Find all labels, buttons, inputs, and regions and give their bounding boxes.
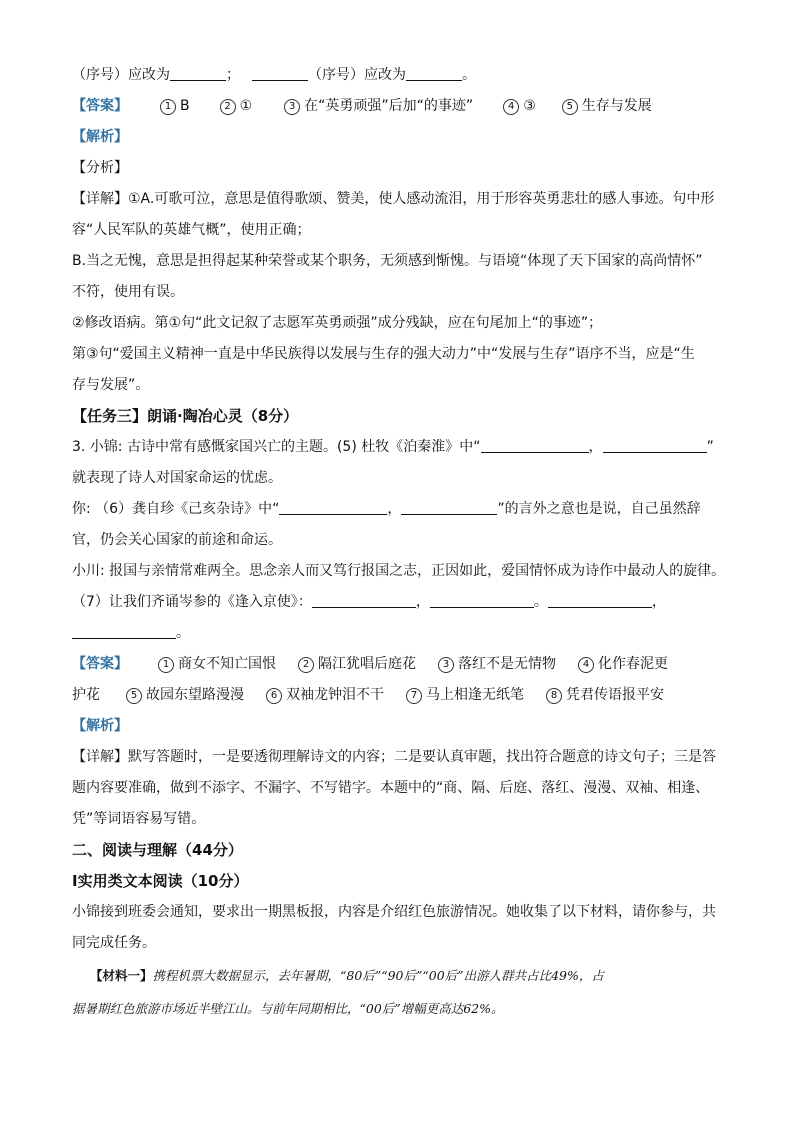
question-line: 你: （6）龚自珍《己亥杂诗》中“ ， ”的言外之意也是说，自己虽然辞 bbox=[72, 501, 701, 517]
detail-line: 不符，使用有误。 bbox=[72, 284, 184, 300]
answer-item: 3 在“英勇顽强”后加“的事迹” bbox=[284, 98, 473, 114]
answer-item: 5 故园东望路漫漫 bbox=[126, 687, 244, 703]
answer-item: 5 生存与发展 bbox=[562, 98, 652, 114]
answer-line: 护花 5 故园东望路漫漫 6 双袖龙钟泪不干 7 马上相逢无纸笔 8 凭君传语报平安 bbox=[72, 687, 664, 703]
answer-item: 2 ① bbox=[220, 98, 253, 114]
answer-item: 4 ③ bbox=[503, 98, 536, 114]
intro-line: 同完成任务。 bbox=[72, 935, 156, 951]
question-line: 3. 小锦: 古诗中常有感慨家国兴亡的主题。(5) 杜牧《泊秦淮》中“ ， ” bbox=[72, 439, 714, 455]
answer-blank[interactable] bbox=[548, 593, 652, 608]
analysis-tag: 【解析】 bbox=[72, 129, 128, 145]
answer-item: 3 落红不是无情物 bbox=[438, 656, 556, 672]
document-page bbox=[72, 60, 727, 1025]
question-line: 小川: 报国与亲情常难两全。思念亲人而又笃行报国之志，正因如此，爱国情怀成为诗作中最动人的旋律。 bbox=[72, 563, 726, 579]
answer-item: 8 凭君传语报平安 bbox=[546, 687, 664, 703]
answer-line bbox=[72, 649, 727, 680]
answer-item: 2 隔江犹唱后庭花 bbox=[298, 656, 416, 672]
material-line: 据暑期红色旅游市场近半壁江山。与前年同期相比，“00后”增幅更高达62%。 bbox=[72, 1001, 504, 1016]
answer-blank[interactable] bbox=[401, 500, 497, 515]
answer-item: 7 马上相逢无纸笔 bbox=[406, 687, 524, 703]
fill-line: （序号）应改为 ； （序号）应改为 。 bbox=[72, 67, 476, 83]
answer-blank[interactable] bbox=[72, 624, 176, 639]
detail-para: 【详解】①A.可歌可泣，意思是值得歌颂、赞美，使人感动流泪，用于形容英勇悲壮的感人事迹。句中形 bbox=[72, 191, 715, 207]
detail-para: 【详解】默写答题时，一是要透彻理解诗文的内容；二是要认真审题，找出符合题意的诗文句子；三是答 bbox=[72, 749, 716, 765]
answer-item: 4 化作春泥更 bbox=[578, 656, 668, 672]
answer-blank[interactable] bbox=[312, 593, 416, 608]
detail-line: 容“人民军队的英雄气概”，使用正确； bbox=[72, 222, 311, 238]
analysis-tag: 【解析】 bbox=[72, 718, 128, 734]
answer-blank[interactable] bbox=[603, 438, 707, 453]
question-line: 官，仍会关心国家的前途和命运。 bbox=[72, 532, 282, 548]
detail-line: ②修改语病。第①句“此文记叙了志愿军英勇顽强”成分残缺，应在句尾加上“的事迹”； bbox=[72, 315, 603, 331]
answer-tag: 【答案】 bbox=[72, 98, 128, 114]
detail-line: 题内容要准确，做到不添字、不漏字、不写错字。本题中的“商、隔、后庭、落红、漫漫、双袖、相逢、 bbox=[72, 780, 710, 796]
answer-item: 6 双袖龙钟泪不干 bbox=[266, 687, 384, 703]
answer-blank[interactable] bbox=[430, 593, 534, 608]
answer-line bbox=[72, 91, 727, 122]
answer-item: 1 商女不知亡国恨 bbox=[158, 656, 276, 672]
subsection-heading: Ⅰ实用类文本阅读（10分） bbox=[72, 872, 249, 890]
answer-blank[interactable] bbox=[279, 500, 387, 515]
answer-blank[interactable] bbox=[481, 438, 589, 453]
section-heading: 二、阅读与理解（44分） bbox=[72, 841, 243, 859]
question-line: 就表现了诗人对国家命运的忧虑。 bbox=[72, 470, 282, 486]
answer-blank[interactable] bbox=[170, 66, 226, 81]
fenxi-tag: 【分析】 bbox=[72, 160, 128, 176]
task-heading: 【任务三】朗诵·陶冶心灵（8分） bbox=[72, 407, 299, 425]
material-line: 【材料一】携程机票大数据显示，去年暑期，“80后”“90后”“00后”出游人群共占比49%，占 bbox=[90, 968, 604, 983]
detail-line: B.当之无愧，意思是担得起某种荣誉或某个职务，无须感到惭愧。与语境“体现了天下国家的高尚情怀” bbox=[72, 253, 703, 269]
answer-item: 1 B bbox=[160, 98, 190, 114]
question-line: 。 bbox=[72, 618, 727, 649]
detail-line: 凭”等词语容易写错。 bbox=[72, 811, 206, 827]
question-line: （7）让我们齐诵岑参的《逢入京使》： ， 。 ， bbox=[72, 594, 666, 610]
answer-blank[interactable] bbox=[252, 66, 308, 81]
intro-line: 小锦接到班委会通知，要求出一期黑板报，内容是介绍红色旅游情况。她收集了以下材料，请你参与，共 bbox=[72, 904, 716, 920]
detail-line: 第③句“爱国主义精神一直是中华民族得以发展与生存的强大动力”中“发展与生存”语序不当，应是“生 bbox=[72, 346, 695, 362]
detail-line: 存与发展”。 bbox=[72, 377, 150, 393]
answer-tag: 【答案】 bbox=[72, 656, 128, 672]
answer-blank[interactable] bbox=[406, 66, 462, 81]
